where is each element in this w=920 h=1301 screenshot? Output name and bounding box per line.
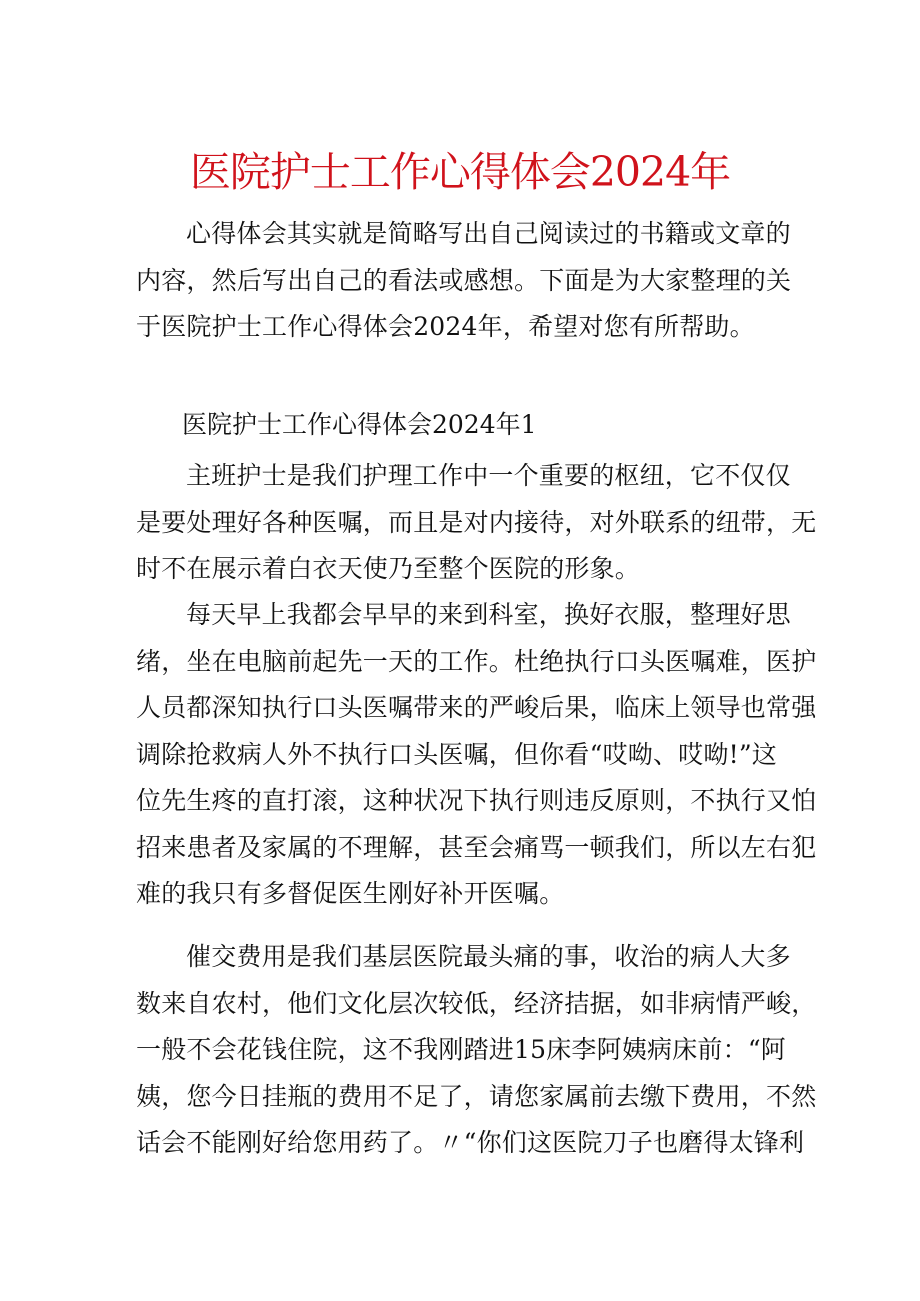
paragraph-line: 话会不能刚好给您用药了。〃“你们这医院刀子也磨得太锋利 (136, 1128, 805, 1157)
intro-line: 内容，然后写出自己的看法或感想。下面是为大家整理的关 (136, 265, 792, 295)
paragraph-line: 姨，您今日挂瓶的费用不足了，请您家属前去缴下费用，不然 (136, 1081, 817, 1111)
paragraph-line: 催交费用是我们基层医院最头痛的事，收治的病人大多 (186, 942, 791, 971)
paragraph-line: 调除抢救病人外不执行口头医嘱，但你看“哎呦、哎呦!”这 (136, 739, 778, 769)
paragraph-line: 主班护士是我们护理工作中一个重要的枢纽，它不仅仅 (186, 461, 791, 490)
section-heading: 医院护士工作心得体会2024年1 (182, 410, 537, 439)
paragraph-line: 一般不会花钱住院，这不我刚踏进15床李阿姨病床前：“阿 (136, 1035, 786, 1064)
paragraph-3 (136, 934, 817, 1167)
paragraph-line: 数来自农村，他们文化层次较低，经济拮据，如非病情严峻， (136, 988, 817, 1018)
paragraph-line: 绪，坐在电脑前起先一天的工作。杜绝执行口头医嘱难，医护 (136, 646, 817, 676)
intro-line: 于医院护士工作心得体会2024年，希望对您有所帮助。 (136, 312, 755, 341)
paragraph-2 (136, 592, 817, 918)
document-title: 医院护士工作心得体会2024年 (189, 148, 731, 196)
paragraph-line: 是要处理好各种医嘱，而且是对内接待，对外联系的纽带，无 (136, 507, 817, 537)
paragraph-line: 每天早上我都会早早的来到科室，换好衣服，整理好思 (186, 600, 791, 629)
paragraph-line: 位先生疼的直打滚，这种状况下执行则违反原则，不执行又怕 (136, 786, 817, 815)
paragraph-line: 难的我只有多督促医生刚好补开医嘱。 (136, 879, 565, 908)
paragraph-1 (136, 453, 817, 593)
intro-paragraph (136, 211, 796, 351)
intro-line: 心得体会其实就是简略写出自己阅读过的书籍或文章的 (186, 219, 791, 248)
paragraph-line: 时不在展示着白衣天使乃至整个医院的形象。 (136, 554, 641, 583)
paragraph-line: 招来患者及家属的不理解，甚至会痛骂一顿我们，所以左右犯 (136, 832, 817, 862)
paragraph-line: 人员都深知执行口头医嘱带来的严峻后果，临床上领导也常强 (136, 693, 817, 722)
